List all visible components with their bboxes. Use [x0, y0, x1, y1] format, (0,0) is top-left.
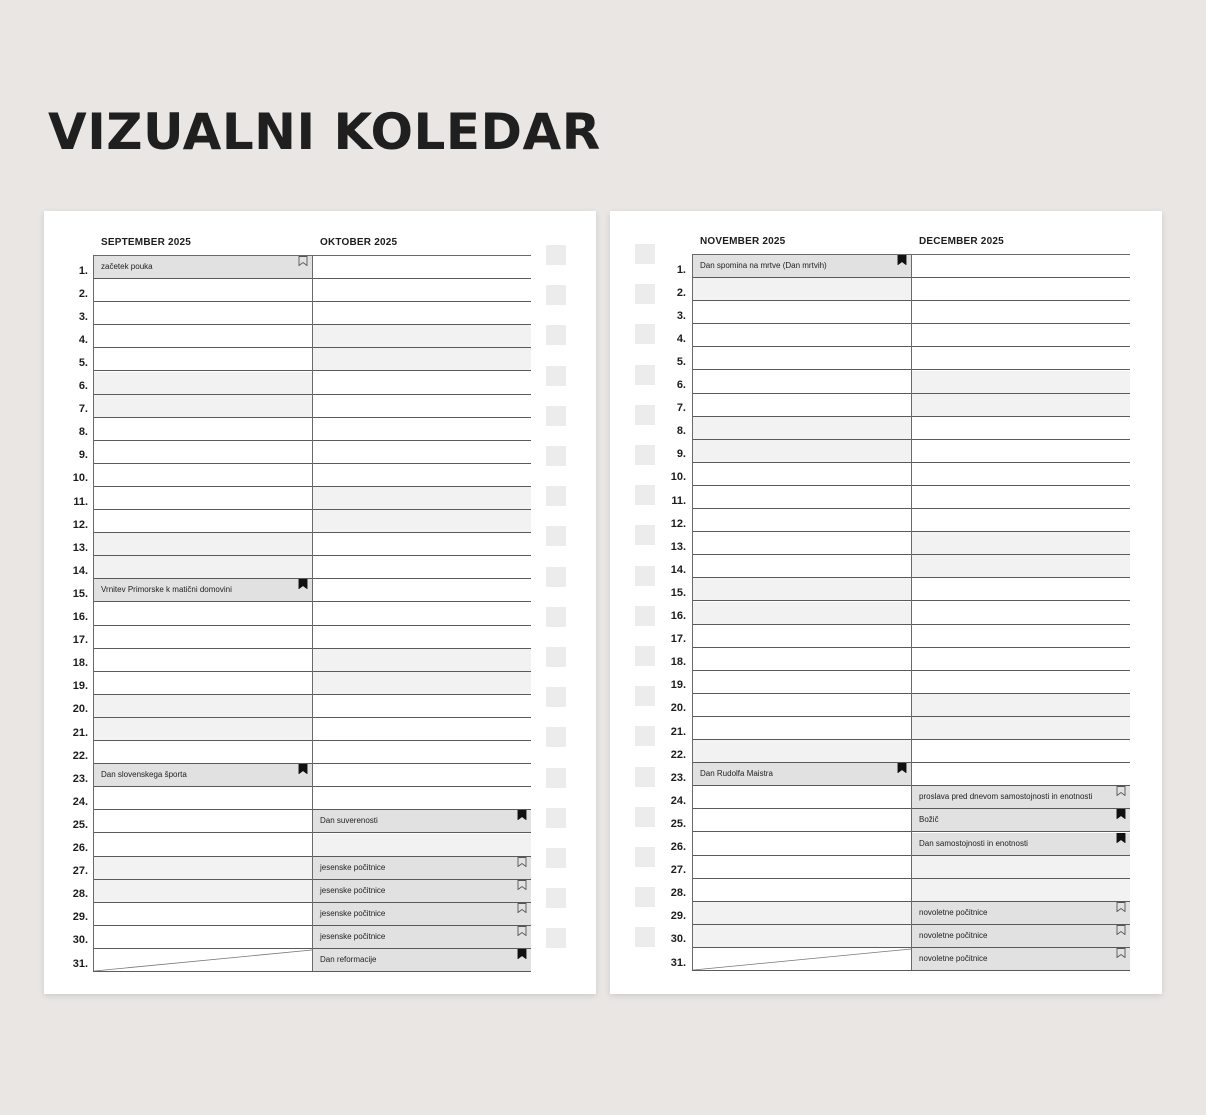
event-label: začetek pouka	[101, 261, 153, 271]
day-cell-event[interactable]	[312, 810, 531, 833]
day-number: 4.	[78, 333, 88, 346]
day-number: 4.	[676, 332, 686, 345]
day-cell[interactable]	[911, 486, 1130, 509]
day-cell[interactable]	[911, 740, 1130, 763]
day-cell[interactable]	[911, 717, 1130, 740]
bookmark-filled-icon	[1116, 833, 1126, 843]
day-cell[interactable]	[93, 372, 312, 395]
binding-hole-marker	[635, 405, 655, 425]
binding-hole-marker	[546, 366, 566, 386]
day-number: 16.	[670, 610, 686, 623]
day-number: 26.	[72, 842, 88, 855]
grid-top-border	[692, 254, 1130, 255]
day-cell[interactable]	[911, 625, 1130, 648]
day-cell-event[interactable]	[312, 949, 531, 972]
day-number: 20.	[72, 703, 88, 716]
day-number: 8.	[676, 425, 686, 438]
column-divider	[911, 254, 912, 970]
day-cell[interactable]	[692, 278, 911, 301]
day-number: 1.	[78, 264, 88, 277]
day-cell[interactable]	[93, 718, 312, 741]
day-cell[interactable]	[312, 302, 531, 325]
day-cell[interactable]	[911, 371, 1130, 394]
day-cell[interactable]	[692, 301, 911, 324]
day-number: 24.	[670, 794, 686, 807]
day-number: 31.	[72, 957, 88, 970]
day-number: 25.	[670, 817, 686, 830]
month-header: DECEMBER 2025	[919, 236, 1004, 247]
day-cell[interactable]	[312, 279, 531, 302]
calendar-page-left	[44, 211, 596, 994]
day-number: 17.	[72, 634, 88, 647]
day-cell[interactable]	[692, 786, 911, 809]
day-number: 5.	[78, 356, 88, 369]
day-cell[interactable]	[312, 510, 531, 533]
day-cell[interactable]	[93, 395, 312, 418]
month-header: SEPTEMBER 2025	[101, 237, 192, 248]
bookmark-filled-icon	[517, 949, 527, 959]
day-cell[interactable]	[312, 464, 531, 487]
day-number: 7.	[676, 402, 686, 415]
day-cell[interactable]	[911, 463, 1130, 486]
day-cell[interactable]	[312, 256, 531, 279]
day-number: 7.	[78, 403, 88, 416]
day-cell[interactable]	[93, 787, 312, 810]
day-number: 29.	[670, 910, 686, 923]
binding-hole-marker	[635, 284, 655, 304]
bookmark-outline-icon	[1116, 786, 1126, 796]
day-cell[interactable]	[312, 741, 531, 764]
day-cell-empty	[93, 949, 312, 972]
day-number: 13.	[72, 541, 88, 554]
day-cell[interactable]	[692, 486, 911, 509]
event-label: jesenske počitnice	[320, 931, 386, 941]
day-cell[interactable]	[911, 555, 1130, 578]
binding-hole-marker	[546, 848, 566, 868]
day-cell[interactable]	[93, 302, 312, 325]
bookmark-outline-icon	[1116, 902, 1126, 912]
bookmark-filled-icon	[517, 810, 527, 820]
day-cell[interactable]	[692, 347, 911, 370]
binding-hole-marker	[635, 726, 655, 746]
event-label: Božič	[919, 815, 939, 825]
day-cell[interactable]	[911, 532, 1130, 555]
binding-hole-marker	[546, 285, 566, 305]
day-cell[interactable]	[312, 718, 531, 741]
binding-hole-marker	[546, 808, 566, 828]
day-cell[interactable]	[692, 532, 911, 555]
day-cell[interactable]	[692, 902, 911, 925]
bookmark-filled-icon	[298, 764, 308, 774]
day-number: 22.	[72, 749, 88, 762]
day-number: 10.	[72, 472, 88, 485]
bookmark-outline-icon	[517, 857, 527, 867]
binding-hole-marker	[635, 566, 655, 586]
day-number: 23.	[670, 771, 686, 784]
day-cell-event[interactable]	[312, 880, 531, 903]
day-number: 30.	[670, 933, 686, 946]
day-number: 3.	[78, 310, 88, 323]
binding-hole-marker	[635, 646, 655, 666]
day-cell[interactable]	[312, 787, 531, 810]
day-cell[interactable]	[692, 463, 911, 486]
day-number: 12.	[670, 517, 686, 530]
day-cell-event[interactable]	[692, 763, 911, 786]
day-number: 9.	[676, 448, 686, 461]
column-divider	[93, 255, 94, 971]
event-label: Dan samostojnosti in enotnosti	[919, 838, 1028, 848]
day-cell[interactable]	[312, 764, 531, 787]
day-cell[interactable]	[93, 603, 312, 626]
day-number: 28.	[670, 887, 686, 900]
page-title: VIZUALNI KOLEDAR	[48, 103, 601, 161]
day-number: 15.	[72, 587, 88, 600]
day-number: 2.	[78, 287, 88, 300]
day-cell[interactable]	[312, 556, 531, 579]
binding-hole-marker	[635, 847, 655, 867]
day-number: 24.	[72, 795, 88, 808]
day-cell-event[interactable]	[911, 925, 1130, 948]
day-cell[interactable]	[312, 395, 531, 418]
bookmark-outline-icon	[517, 880, 527, 890]
day-number: 27.	[72, 865, 88, 878]
day-cell[interactable]	[93, 325, 312, 348]
binding-hole-marker	[635, 686, 655, 706]
day-cell[interactable]	[312, 603, 531, 626]
column-divider	[692, 254, 693, 970]
day-cell[interactable]	[93, 903, 312, 926]
day-cell[interactable]	[692, 625, 911, 648]
day-cell[interactable]	[911, 648, 1130, 671]
day-cell[interactable]	[312, 579, 531, 602]
event-label: Dan reformacije	[320, 954, 377, 964]
event-label: Dan Rudolfa Maistra	[700, 768, 773, 778]
event-label: Dan spomina na mrtve (Dan mrtvih)	[700, 260, 827, 270]
day-cell[interactable]	[692, 925, 911, 948]
day-cell[interactable]	[93, 418, 312, 441]
day-number: 27.	[670, 864, 686, 877]
day-cell-event[interactable]	[692, 255, 911, 278]
binding-hole-marker	[546, 567, 566, 587]
day-cell[interactable]	[911, 440, 1130, 463]
month-header: NOVEMBER 2025	[700, 236, 786, 247]
day-number: 14.	[670, 563, 686, 576]
binding-hole-marker	[546, 526, 566, 546]
day-cell[interactable]	[911, 324, 1130, 347]
day-cell[interactable]	[692, 371, 911, 394]
day-cell[interactable]	[312, 372, 531, 395]
day-cell[interactable]	[692, 740, 911, 763]
day-number: 11.	[671, 494, 686, 507]
day-number: 16.	[72, 611, 88, 624]
day-cell[interactable]	[312, 834, 531, 857]
day-cell[interactable]	[692, 324, 911, 347]
day-cell[interactable]	[692, 833, 911, 856]
binding-hole-marker	[546, 607, 566, 627]
day-number: 1.	[676, 263, 686, 276]
day-number: 9.	[78, 449, 88, 462]
day-cell[interactable]	[692, 879, 911, 902]
binding-hole-marker	[635, 927, 655, 947]
bookmark-outline-icon	[1116, 948, 1126, 958]
day-number: 29.	[72, 911, 88, 924]
day-cell[interactable]	[911, 255, 1130, 278]
day-cell-event[interactable]	[312, 903, 531, 926]
bookmark-filled-icon	[897, 255, 907, 265]
binding-hole-marker	[635, 767, 655, 787]
day-number: 20.	[670, 702, 686, 715]
bookmark-outline-icon	[517, 926, 527, 936]
day-cell-event[interactable]	[312, 857, 531, 880]
day-cell[interactable]	[93, 556, 312, 579]
day-number: 6.	[676, 379, 686, 392]
day-cell[interactable]	[911, 394, 1130, 417]
day-cell[interactable]	[911, 671, 1130, 694]
day-cell-event[interactable]	[93, 764, 312, 787]
day-number: 14.	[72, 564, 88, 577]
day-cell[interactable]	[692, 578, 911, 601]
day-number: 21.	[72, 726, 88, 739]
day-cell[interactable]	[911, 602, 1130, 625]
binding-hole-marker	[546, 928, 566, 948]
event-label: jesenske počitnice	[320, 908, 386, 918]
day-cell[interactable]	[911, 347, 1130, 370]
day-cell[interactable]	[93, 487, 312, 510]
binding-hole-marker	[635, 606, 655, 626]
day-cell[interactable]	[692, 417, 911, 440]
day-cell[interactable]	[312, 348, 531, 371]
day-cell-event[interactable]	[911, 948, 1130, 971]
event-label: jesenske počitnice	[320, 885, 386, 895]
binding-hole-marker	[635, 324, 655, 344]
day-cell-empty	[692, 948, 911, 971]
day-cell[interactable]	[692, 440, 911, 463]
day-number: 25.	[72, 818, 88, 831]
bookmark-outline-icon	[1116, 925, 1126, 935]
binding-hole-marker	[546, 325, 566, 345]
day-number: 19.	[72, 680, 88, 693]
binding-hole-marker	[546, 245, 566, 265]
day-cell[interactable]	[312, 626, 531, 649]
day-cell[interactable]	[692, 717, 911, 740]
event-label: novoletne počitnice	[919, 907, 988, 917]
day-cell[interactable]	[312, 325, 531, 348]
day-cell[interactable]	[911, 417, 1130, 440]
day-cell[interactable]	[93, 649, 312, 672]
day-cell[interactable]	[692, 809, 911, 832]
event-label: Vrnitev Primorske k matični domovini	[101, 585, 232, 595]
event-label: Dan slovenskega športa	[101, 769, 187, 779]
binding-hole-marker	[546, 888, 566, 908]
day-cell[interactable]	[93, 857, 312, 880]
day-cell[interactable]	[93, 672, 312, 695]
binding-hole-marker	[635, 525, 655, 545]
day-number: 12.	[72, 518, 88, 531]
day-cell[interactable]	[93, 834, 312, 857]
day-cell[interactable]	[312, 695, 531, 718]
day-number: 6.	[78, 380, 88, 393]
day-cell-event[interactable]	[93, 579, 312, 602]
day-number: 31.	[670, 956, 686, 969]
day-number: 3.	[676, 309, 686, 322]
binding-hole-marker	[635, 244, 655, 264]
day-number: 18.	[72, 657, 88, 670]
binding-hole-marker	[635, 887, 655, 907]
day-cell-event[interactable]	[911, 833, 1130, 856]
day-cell[interactable]	[93, 441, 312, 464]
day-number: 2.	[676, 286, 686, 299]
day-number: 19.	[670, 679, 686, 692]
day-cell[interactable]	[93, 695, 312, 718]
day-number: 23.	[72, 772, 88, 785]
day-cell-event[interactable]	[911, 809, 1130, 832]
binding-hole-marker	[635, 807, 655, 827]
binding-hole-marker	[546, 446, 566, 466]
day-cell[interactable]	[692, 602, 911, 625]
day-cell[interactable]	[312, 672, 531, 695]
grid-top-border	[93, 255, 531, 256]
day-cell[interactable]	[312, 533, 531, 556]
day-cell[interactable]	[312, 649, 531, 672]
day-cell[interactable]	[692, 671, 911, 694]
day-cell[interactable]	[93, 533, 312, 556]
day-cell[interactable]	[692, 509, 911, 532]
event-label: novoletne počitnice	[919, 953, 988, 963]
day-number: 11.	[73, 495, 88, 508]
day-cell[interactable]	[911, 763, 1130, 786]
binding-hole-marker	[546, 486, 566, 506]
day-cell-event[interactable]	[911, 786, 1130, 809]
binding-hole-marker	[546, 768, 566, 788]
day-number: 5.	[676, 355, 686, 368]
binding-hole-marker	[546, 727, 566, 747]
binding-hole-marker	[635, 365, 655, 385]
day-cell[interactable]	[692, 648, 911, 671]
day-cell[interactable]	[911, 301, 1130, 324]
day-cell[interactable]	[93, 279, 312, 302]
binding-hole-marker	[546, 406, 566, 426]
day-cell[interactable]	[692, 694, 911, 717]
day-number: 8.	[78, 426, 88, 439]
day-number: 15.	[670, 586, 686, 599]
day-cell[interactable]	[93, 926, 312, 949]
day-cell[interactable]	[312, 441, 531, 464]
month-header: OKTOBER 2025	[320, 237, 398, 248]
day-cell[interactable]	[911, 856, 1130, 879]
day-number: 18.	[670, 656, 686, 669]
event-label: jesenske počitnice	[320, 862, 386, 872]
event-label: novoletne počitnice	[919, 930, 988, 940]
bookmark-filled-icon	[298, 579, 308, 589]
bookmark-outline-icon	[517, 903, 527, 913]
calendar-page-right	[610, 211, 1162, 994]
day-cell[interactable]	[911, 509, 1130, 532]
day-number: 13.	[670, 540, 686, 553]
day-cell-event[interactable]	[93, 256, 312, 279]
day-cell[interactable]	[692, 555, 911, 578]
day-cell[interactable]	[93, 464, 312, 487]
day-number: 28.	[72, 888, 88, 901]
day-cell[interactable]	[692, 394, 911, 417]
day-cell[interactable]	[93, 510, 312, 533]
day-cell[interactable]	[692, 856, 911, 879]
day-cell[interactable]	[312, 418, 531, 441]
day-cell-event[interactable]	[911, 902, 1130, 925]
day-number: 21.	[670, 725, 686, 738]
binding-hole-marker	[635, 445, 655, 465]
day-cell[interactable]	[93, 348, 312, 371]
bookmark-outline-icon	[298, 256, 308, 266]
binding-hole-marker	[546, 647, 566, 667]
column-divider	[312, 255, 313, 971]
day-number: 17.	[670, 633, 686, 646]
day-cell[interactable]	[93, 626, 312, 649]
day-number: 22.	[670, 748, 686, 761]
day-cell[interactable]	[911, 694, 1130, 717]
event-label: proslava pred dnevom samostojnosti in enotnosti	[919, 792, 1093, 802]
day-cell[interactable]	[911, 879, 1130, 902]
binding-hole-marker	[635, 485, 655, 505]
day-cell[interactable]	[911, 278, 1130, 301]
day-cell[interactable]	[93, 741, 312, 764]
day-cell[interactable]	[911, 578, 1130, 601]
day-number: 10.	[670, 471, 686, 484]
day-number: 30.	[72, 934, 88, 947]
day-cell[interactable]	[93, 880, 312, 903]
bookmark-filled-icon	[897, 763, 907, 773]
binding-hole-marker	[546, 687, 566, 707]
day-cell[interactable]	[312, 487, 531, 510]
day-cell[interactable]	[93, 810, 312, 833]
day-cell-event[interactable]	[312, 926, 531, 949]
event-label: Dan suverenosti	[320, 816, 378, 826]
day-number: 26.	[670, 841, 686, 854]
bookmark-filled-icon	[1116, 809, 1126, 819]
